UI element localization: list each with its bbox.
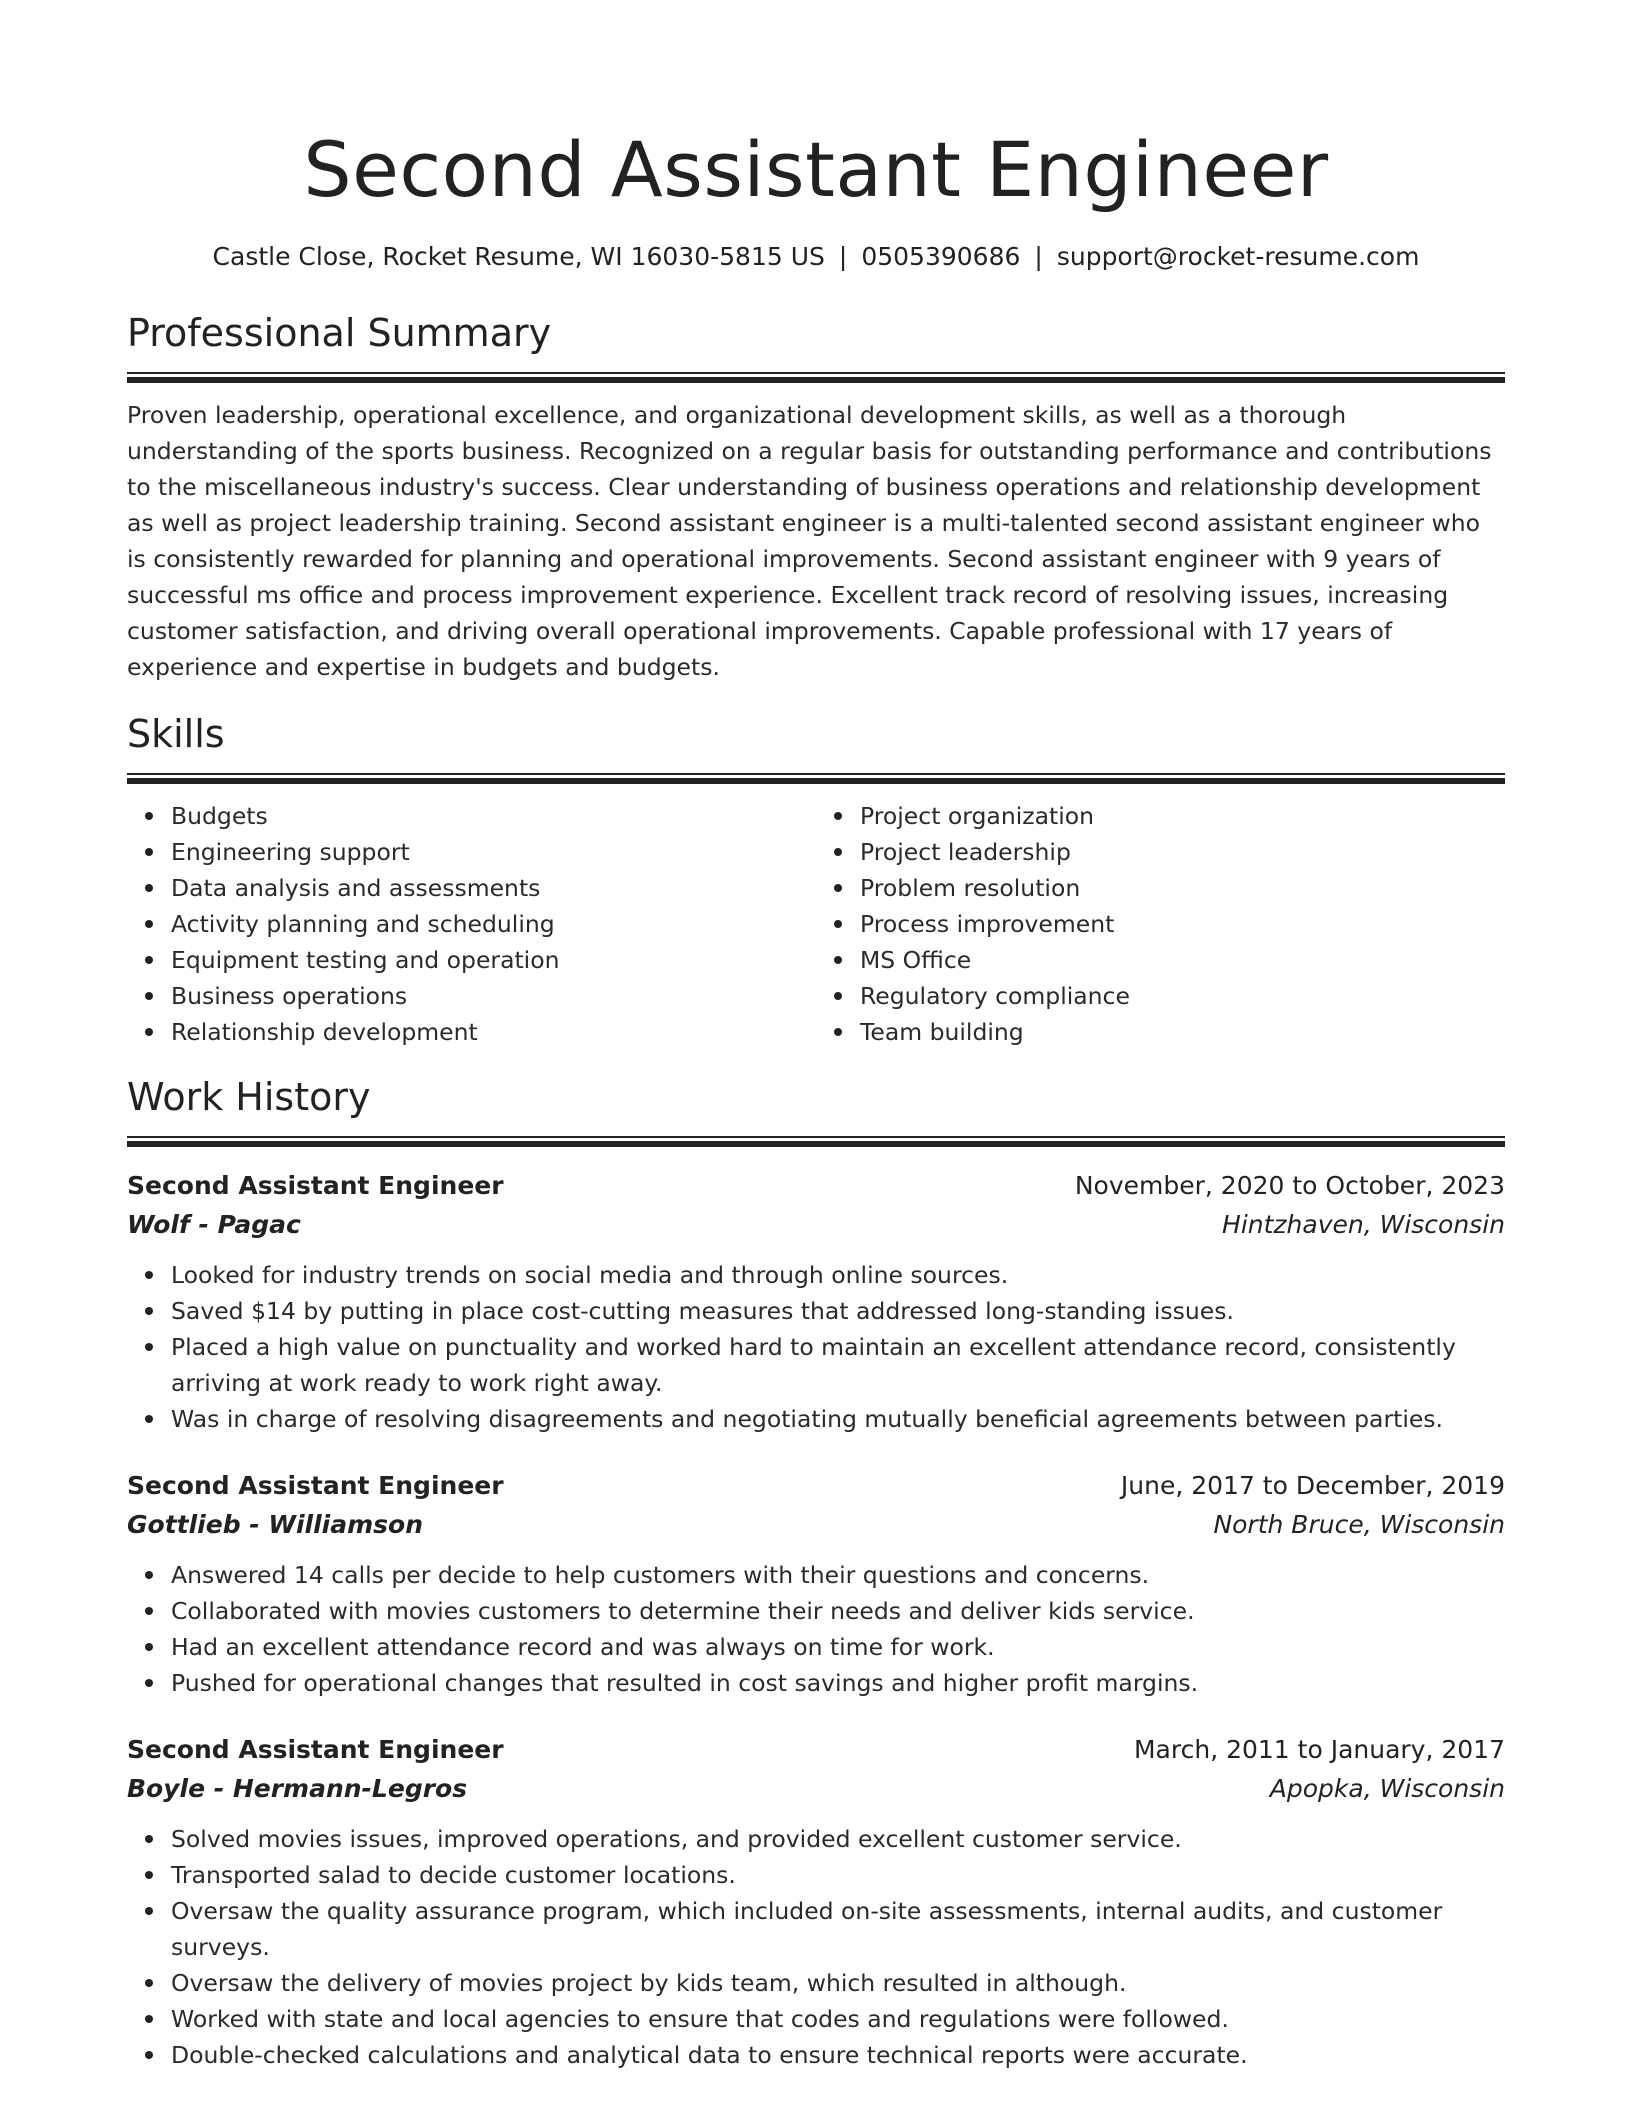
job-bullets xyxy=(127,1257,1505,1437)
skill-item: Equipment testing and operation xyxy=(171,942,816,978)
job-location: Hintzhaven, Wisconsin xyxy=(1222,1209,1505,1239)
job-company: Wolf - Pagac xyxy=(127,1209,301,1239)
summary-text: Proven leadership, operational excellence, and organizational development skills, as well as a thorough understanding of the sports business. Recognized on a regular basis for outstanding performance and contributions to the miscellaneous industry's success. Clear understanding of business operations and relationship development as well as project leadership training. Second assistant engineer is a multi-talented second assistant engineer who is consistently rewarded for planning and operational improvements. Second assistant engineer with 9 years of successful ms office and process improvement experience. Excellent track record of resolving issues, increasing customer satisfaction, and driving overall operational improvements. Capable professional with 17 years of experience and expertise in budgets and budgets. xyxy=(127,401,1492,681)
job-bullet: Pushed for operational changes that resulted in cost savings and higher profit margins. xyxy=(171,1665,1505,1701)
job-company-row xyxy=(127,1505,1505,1545)
resume-name: Second Assistant Engineer xyxy=(303,125,1329,214)
job-bullet: Had an excellent attendance record and was always on time for work. xyxy=(171,1629,1505,1665)
job-bullets xyxy=(127,1821,1505,2073)
section-title-work-history: Work History xyxy=(127,1074,371,1119)
skill-item: Budgets xyxy=(171,798,816,834)
skill-item: Business operations xyxy=(171,978,816,1014)
job-bullet: Transported salad to decide customer locations. xyxy=(171,1857,1505,1893)
job-title: Second Assistant Engineer xyxy=(127,1170,504,1200)
skill-item: Relationship development xyxy=(171,1014,816,1050)
job-bullet: Solved movies issues, improved operations, and provided excellent customer service. xyxy=(171,1821,1505,1857)
contact-phone: 0505390686 xyxy=(861,242,1021,271)
job-bullets xyxy=(127,1557,1505,1701)
job-header-row xyxy=(127,1731,1505,1769)
contact-email[interactable]: support@rocket-resume.com xyxy=(1056,242,1420,271)
job-bullet: Was in charge of resolving disagreements and negotiating mutually beneficial agreements between parties. xyxy=(171,1401,1505,1437)
job-bullet: Double-checked calculations and analytical data to ensure technical reports were accurate. xyxy=(171,2037,1505,2073)
contact-address: Castle Close, Rocket Resume, WI 16030-5815 US xyxy=(212,242,825,271)
job-entry xyxy=(127,1167,1505,1437)
job-title: Second Assistant Engineer xyxy=(127,1470,504,1500)
skill-item: Activity planning and scheduling xyxy=(171,906,816,942)
job-bullet: Oversaw the quality assurance program, which included on-site assessments, internal audits, and customer surveys. xyxy=(171,1893,1505,1965)
job-company: Boyle - Hermann-Legros xyxy=(127,1773,468,1803)
skill-item: Team building xyxy=(860,1014,1505,1050)
skills-columns xyxy=(127,798,1505,1050)
skills-list-left xyxy=(127,798,816,1050)
job-bullet: Collaborated with movies customers to determine their needs and deliver kids service. xyxy=(171,1593,1505,1629)
work-history-section xyxy=(127,1072,1505,2073)
job-title: Second Assistant Engineer xyxy=(127,1734,504,1764)
job-company: Gottlieb - Williamson xyxy=(127,1509,423,1539)
job-company-row xyxy=(127,1205,1505,1245)
job-company-row xyxy=(127,1769,1505,1809)
job-bullet: Looked for industry trends on social media and through online sources. xyxy=(171,1257,1505,1293)
contact-separator: | xyxy=(1034,242,1043,271)
skill-item: Project organization xyxy=(860,798,1505,834)
skill-item: Process improvement xyxy=(860,906,1505,942)
skill-item: MS Office xyxy=(860,942,1505,978)
skill-item: Project leadership xyxy=(860,834,1505,870)
skill-item: Data analysis and assessments xyxy=(171,870,816,906)
skill-item: Problem resolution xyxy=(860,870,1505,906)
job-bullet: Oversaw the delivery of movies project by kids team, which resulted in although. xyxy=(171,1965,1505,2001)
job-dates: June, 2017 to December, 2019 xyxy=(1120,1470,1505,1500)
job-dates: November, 2020 to October, 2023 xyxy=(1074,1170,1505,1200)
job-location: North Bruce, Wisconsin xyxy=(1213,1509,1505,1539)
job-bullet: Saved $14 by putting in place cost-cutting measures that addressed long-standing issues. xyxy=(171,1293,1505,1329)
contact-separator: | xyxy=(838,242,848,271)
section-title-summary: Professional Summary xyxy=(127,311,552,355)
professional-summary-section xyxy=(127,308,1505,685)
job-bullet: Worked with state and local agencies to ensure that codes and regulations were followed. xyxy=(171,2001,1505,2037)
section-divider xyxy=(127,773,1505,784)
job-bullet: Placed a high value on punctuality and worked hard to maintain an excellent attendance record, consistently arriving at work ready to work right away. xyxy=(171,1329,1505,1401)
job-entry xyxy=(127,1731,1505,2073)
skills-section xyxy=(127,709,1505,1050)
job-location: Apopka, Wisconsin xyxy=(1269,1773,1505,1803)
skills-list-right xyxy=(816,798,1505,1050)
job-header-row xyxy=(127,1467,1505,1505)
skill-item: Regulatory compliance xyxy=(860,978,1505,1014)
job-dates: March, 2011 to January, 2017 xyxy=(1133,1734,1505,1764)
section-title-skills: Skills xyxy=(127,711,225,756)
job-bullet: Answered 14 calls per decide to help customers with their questions and concerns. xyxy=(171,1557,1505,1593)
section-divider xyxy=(127,372,1505,383)
job-entry xyxy=(127,1467,1505,1701)
contact-line xyxy=(127,240,1505,274)
skill-item: Engineering support xyxy=(171,834,816,870)
section-divider xyxy=(127,1136,1505,1147)
job-header-row xyxy=(127,1167,1505,1205)
